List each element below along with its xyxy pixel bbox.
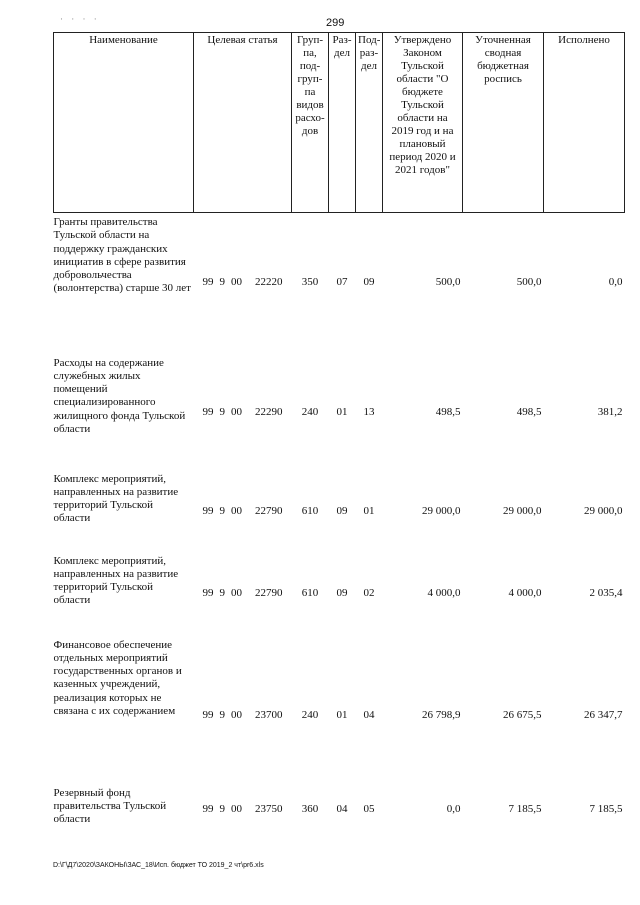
- target-part: 99: [202, 586, 214, 599]
- row-approved: 4 000,0: [427, 586, 461, 599]
- target-part: 99: [202, 802, 214, 815]
- target-part: 00: [231, 586, 242, 599]
- target-part: 00: [231, 276, 242, 288]
- budget-table: [53, 32, 625, 847]
- target-part: 22790: [255, 504, 283, 517]
- row-section: 09: [336, 504, 348, 517]
- row-group: 610: [301, 586, 319, 599]
- row-target-article: [194, 639, 292, 787]
- row-executed: 2 035,4: [589, 586, 623, 599]
- row-section: 01: [336, 708, 348, 721]
- target-part: 9: [219, 708, 225, 721]
- target-part: 00: [231, 802, 242, 815]
- row-name: Комплекс мероприятий, направленных на развитие территорий Тульской области: [53, 472, 179, 525]
- target-part: 99: [202, 276, 214, 288]
- target-part: 9: [219, 405, 225, 418]
- target-part: 00: [231, 504, 242, 517]
- header-name: Наименование: [54, 33, 194, 213]
- row-subsection: 01: [363, 504, 375, 517]
- target-part: 23750: [255, 802, 283, 815]
- scan-specks: · · · ·: [60, 14, 100, 24]
- row-name: Комплекс мероприятий, направленных на развитие территорий Тульской области: [53, 554, 179, 607]
- table-row: [54, 357, 625, 473]
- header-refined: Уточненная сводная бюджетная роспись: [463, 33, 544, 213]
- row-section: 01: [336, 405, 348, 418]
- target-part: 9: [219, 586, 225, 599]
- row-executed: 29 000,0: [584, 504, 623, 517]
- row-target-article: [194, 213, 292, 357]
- header-section: Раз-дел: [329, 33, 356, 213]
- target-part: 99: [202, 504, 214, 517]
- row-subsection: 04: [363, 708, 375, 721]
- row-executed: 26 347,7: [584, 708, 623, 721]
- row-target-article: [194, 555, 292, 639]
- row-approved: 498,5: [435, 405, 461, 418]
- row-subsection: 13: [363, 405, 375, 418]
- target-part: 9: [219, 504, 225, 517]
- row-name: Расходы на содержание служебных жилых помещений специализированного жилищного фонда Тульской области: [53, 356, 186, 435]
- target-part: 9: [219, 802, 225, 815]
- row-refined: 500,0: [516, 276, 542, 288]
- header-approved: Утверждено Законом Тульской области "О бюджете Тульской области на 2019 год и на плановый период 2020 и 2021 годов": [383, 33, 463, 213]
- row-executed: 0,0: [608, 276, 623, 288]
- table-row: [54, 473, 625, 555]
- target-part: 99: [202, 405, 214, 418]
- row-section: 09: [336, 586, 348, 599]
- header-executed: Исполнено: [544, 33, 625, 213]
- target-part: 99: [202, 708, 214, 721]
- row-approved: 0,0: [446, 802, 461, 815]
- row-refined: 4 000,0: [508, 586, 542, 599]
- target-part: 22220: [255, 276, 283, 288]
- row-group: 240: [301, 708, 319, 721]
- row-refined: 29 000,0: [503, 504, 542, 517]
- row-subsection: 02: [363, 586, 375, 599]
- row-group: 360: [301, 802, 319, 815]
- header-target: Целевая статья: [194, 33, 292, 213]
- row-subsection: 09: [363, 276, 375, 288]
- table-row: [54, 787, 625, 847]
- row-target-article: [194, 473, 292, 555]
- table-header-row: [54, 33, 625, 213]
- row-refined: 498,5: [516, 405, 542, 418]
- target-part: 22290: [255, 405, 283, 418]
- row-section: 04: [336, 802, 348, 815]
- row-section: 07: [336, 276, 348, 288]
- table-row: [54, 213, 625, 357]
- target-part: 00: [231, 708, 242, 721]
- row-name: Резервный фонд правительства Тульской области: [53, 786, 167, 826]
- row-approved: 29 000,0: [422, 504, 461, 517]
- row-target-article: [194, 787, 292, 847]
- row-executed: 7 185,5: [589, 802, 623, 815]
- row-group: 350: [301, 276, 319, 288]
- row-refined: 26 675,5: [503, 708, 542, 721]
- table-row: [54, 555, 625, 639]
- target-part: 00: [231, 405, 242, 418]
- header-group: Груп-па, под-груп-па видов расхо-дов: [292, 33, 329, 213]
- table-row: [54, 639, 625, 787]
- row-target-article: [194, 357, 292, 473]
- row-group: 240: [301, 405, 319, 418]
- row-refined: 7 185,5: [508, 802, 542, 815]
- row-subsection: 05: [363, 802, 375, 815]
- row-executed: 381,2: [597, 405, 623, 418]
- row-group: 610: [301, 504, 319, 517]
- row-approved: 26 798,9: [422, 708, 461, 721]
- target-part: 22790: [255, 586, 283, 599]
- file-path-footer: D:\Г\Д7\2020\ЗАКОНЫ\ЗАС_18\Исп. бюджет ТО 2019_2 чт\pr6.xls: [53, 862, 264, 869]
- page-number: 299: [326, 17, 345, 29]
- target-part: 23700: [255, 708, 283, 721]
- target-part: 9: [219, 276, 225, 288]
- row-name: Гранты правительства Тульской области на поддержку гражданских инициатив в сфере развития добровольчества (волонтерства) старше 30 лет: [53, 216, 191, 295]
- header-subsection: Под-раз-дел: [356, 33, 383, 213]
- row-name: Финансовое обеспечение отдельных мероприятий государственных органов и казенных учреждений, реализация которых не связана с их содержанием: [53, 638, 182, 717]
- row-approved: 500,0: [435, 276, 461, 288]
